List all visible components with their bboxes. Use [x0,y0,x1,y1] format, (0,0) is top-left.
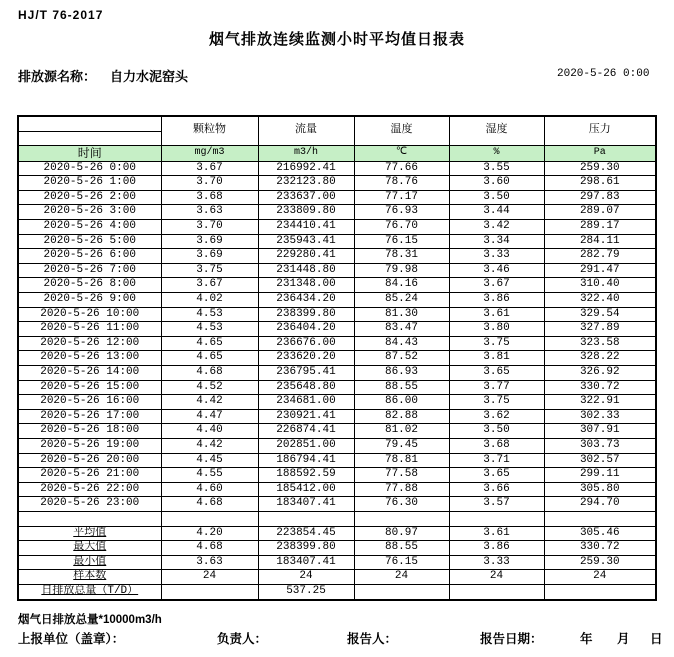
value-cell: 233620.20 [258,351,354,366]
value-cell: 87.52 [354,351,449,366]
value-cell: 4.65 [161,351,258,366]
time-cell: 2020-5-26 12:00 [18,336,161,351]
value-cell: 235943.41 [258,234,354,249]
value-cell: 24 [258,570,354,585]
time-cell: 2020-5-26 2:00 [18,190,161,205]
value-cell: 4.20 [161,526,258,541]
value-cell: 76.15 [354,555,449,570]
month-label: 月 [617,632,630,646]
time-cell: 2020-5-26 18:00 [18,424,161,439]
value-cell: 329.54 [544,307,656,322]
table-row [18,482,656,497]
value-cell [354,511,449,526]
value-cell: 323.58 [544,336,656,351]
value-cell: 81.02 [354,424,449,439]
value-cell: 3.50 [449,190,544,205]
summary-label-cell: 样本数 [18,570,161,585]
value-cell: 86.93 [354,366,449,381]
value-cell: 78.76 [354,176,449,191]
table-row [18,263,656,278]
value-cell: 4.40 [161,424,258,439]
value-cell: 216992.41 [258,161,354,176]
table-row [18,278,656,293]
value-cell [544,584,656,599]
time-column-header: 时间 [18,146,161,162]
table-row [18,541,656,556]
value-cell: 3.69 [161,249,258,264]
value-cell: 76.30 [354,497,449,512]
table-row [18,161,656,176]
value-cell: 85.24 [354,293,449,308]
value-cell: 3.71 [449,453,544,468]
table-row [18,351,656,366]
standard-number: HJ/T 76-2017 [18,8,104,22]
value-cell: 3.75 [449,395,544,410]
time-cell: 2020-5-26 21:00 [18,468,161,483]
time-cell: 2020-5-26 16:00 [18,395,161,410]
value-cell: 326.92 [544,366,656,381]
time-cell: 2020-5-26 1:00 [18,176,161,191]
time-cell: 2020-5-26 5:00 [18,234,161,249]
value-cell: 84.16 [354,278,449,293]
table-row [18,322,656,337]
value-cell: 305.80 [544,482,656,497]
reporting-unit-label: 上报单位（盖章）： [18,632,125,646]
value-cell: 3.62 [449,409,544,424]
table-row [18,424,656,439]
value-cell: 76.15 [354,234,449,249]
value-cell: 77.66 [354,161,449,176]
value-cell: 3.65 [449,468,544,483]
time-cell: 2020-5-26 14:00 [18,366,161,381]
param-header-row [18,116,656,131]
time-cell: 2020-5-26 11:00 [18,322,161,337]
table-row [18,584,656,599]
report-datetime: 2020-5-26 0:00 [557,68,650,80]
value-cell: 298.61 [544,176,656,191]
table-row [18,497,656,512]
value-cell: 238399.80 [258,307,354,322]
time-cell: 2020-5-26 3:00 [18,205,161,220]
value-cell: 226874.41 [258,424,354,439]
value-cell [161,511,258,526]
value-cell: 223854.45 [258,526,354,541]
value-cell: 79.45 [354,438,449,453]
table-row [18,409,656,424]
table-row [18,526,656,541]
value-cell: 4.53 [161,322,258,337]
day-label: 日 [650,632,663,646]
time-cell: 2020-5-26 23:00 [18,497,161,512]
value-cell: 305.46 [544,526,656,541]
table-row [18,176,656,191]
value-cell: 4.52 [161,380,258,395]
emission-source-line [18,66,188,85]
value-cell: 3.80 [449,322,544,337]
value-cell: 3.86 [449,541,544,556]
value-cell: 302.57 [544,453,656,468]
value-cell: 3.33 [449,555,544,570]
unit-humidity: % [449,146,544,162]
value-cell: 3.68 [449,438,544,453]
table-row [18,453,656,468]
value-cell: 3.81 [449,351,544,366]
time-cell: 2020-5-26 20:00 [18,453,161,468]
value-cell: 78.31 [354,249,449,264]
value-cell: 4.68 [161,497,258,512]
value-cell: 231348.00 [258,278,354,293]
table-row [18,511,656,526]
value-cell: 297.83 [544,190,656,205]
value-cell: 330.72 [544,541,656,556]
value-cell: 3.77 [449,380,544,395]
value-cell: 4.68 [161,541,258,556]
value-cell: 86.00 [354,395,449,410]
value-cell: 76.70 [354,220,449,235]
table-row [18,438,656,453]
value-cell: 236676.00 [258,336,354,351]
table-row [18,366,656,381]
page-title: 烟气排放连续监测小时平均值日报表 [208,31,465,48]
unit-pressure: Pa [544,146,656,162]
value-cell: 4.45 [161,453,258,468]
year-label: 年 [580,632,593,646]
value-cell: 310.40 [544,278,656,293]
value-cell: 231448.80 [258,263,354,278]
summary-label-cell: 平均值 [18,526,161,541]
value-cell: 3.67 [161,278,258,293]
table-row [18,468,656,483]
value-cell [449,584,544,599]
value-cell: 4.55 [161,468,258,483]
value-cell: 3.60 [449,176,544,191]
value-cell: 4.68 [161,366,258,381]
summary-label-cell: 最小值 [18,555,161,570]
value-cell: 24 [449,570,544,585]
summary-rows [18,511,656,599]
value-cell: 284.11 [544,234,656,249]
value-cell: 3.66 [449,482,544,497]
value-cell: 3.75 [161,263,258,278]
value-cell: 3.69 [161,234,258,249]
value-cell: 229280.41 [258,249,354,264]
hourly-report-table [17,115,657,601]
reporter-label: 报告人： [347,632,398,646]
value-cell: 3.63 [161,555,258,570]
table-row [18,336,656,351]
table-row [18,234,656,249]
value-cell: 79.98 [354,263,449,278]
table-row [18,307,656,322]
footer-note: 烟气日排放总量*10000m3/h [18,614,162,626]
table-row [18,293,656,308]
value-cell: 282.79 [544,249,656,264]
value-cell: 4.42 [161,395,258,410]
time-cell: 2020-5-26 19:00 [18,438,161,453]
time-cell: 2020-5-26 22:00 [18,482,161,497]
value-cell: 3.34 [449,234,544,249]
unit-flow: m3/h [258,146,354,162]
value-cell: 330.72 [544,380,656,395]
value-cell: 3.42 [449,220,544,235]
value-cell: 3.70 [161,176,258,191]
value-cell: 3.33 [449,249,544,264]
blank-header-cell [18,116,161,131]
value-cell: 236795.41 [258,366,354,381]
time-cell: 2020-5-26 0:00 [18,161,161,176]
time-cell: 2020-5-26 7:00 [18,263,161,278]
value-cell: 4.53 [161,307,258,322]
value-cell: 238399.80 [258,541,354,556]
time-cell: 2020-5-26 8:00 [18,278,161,293]
manager-label: 负责人： [217,632,268,646]
column-header-flow: 流量 [258,116,354,146]
value-cell: 4.42 [161,438,258,453]
value-cell: 77.58 [354,468,449,483]
blank-header-cell [18,131,161,146]
value-cell: 185412.00 [258,482,354,497]
time-cell: 2020-5-26 17:00 [18,409,161,424]
value-cell: 24 [161,570,258,585]
value-cell: 3.61 [449,307,544,322]
value-cell: 4.60 [161,482,258,497]
value-cell: 294.70 [544,497,656,512]
value-cell: 234410.41 [258,220,354,235]
value-cell: 84.43 [354,336,449,351]
emission-source-name: 自力水泥窑头 [110,69,189,84]
value-cell: 3.75 [449,336,544,351]
value-cell: 230921.41 [258,409,354,424]
table-row [18,380,656,395]
column-header-humidity: 湿度 [449,116,544,146]
value-cell: 236434.20 [258,293,354,308]
value-cell: 3.67 [449,278,544,293]
time-cell: 2020-5-26 9:00 [18,293,161,308]
value-cell: 303.73 [544,438,656,453]
unit-temperature: ℃ [354,146,449,162]
value-cell: 4.47 [161,409,258,424]
table-row [18,205,656,220]
hourly-rows [18,161,656,511]
column-header-pressure: 压力 [544,116,656,146]
value-cell: 83.47 [354,322,449,337]
value-cell: 88.55 [354,380,449,395]
value-cell: 259.30 [544,555,656,570]
time-cell: 2020-5-26 13:00 [18,351,161,366]
value-cell [449,511,544,526]
value-cell: 88.55 [354,541,449,556]
value-cell [354,584,449,599]
value-cell: 183407.41 [258,555,354,570]
value-cell: 322.40 [544,293,656,308]
value-cell: 183407.41 [258,497,354,512]
value-cell: 236404.20 [258,322,354,337]
table-row [18,555,656,570]
table-row [18,190,656,205]
value-cell: 302.33 [544,409,656,424]
value-cell: 3.68 [161,190,258,205]
value-cell: 77.88 [354,482,449,497]
value-cell: 291.47 [544,263,656,278]
value-cell: 3.57 [449,497,544,512]
summary-label-cell [18,511,161,526]
value-cell: 3.46 [449,263,544,278]
table-row [18,249,656,264]
value-cell: 233809.80 [258,205,354,220]
emission-source-label: 排放源名称： [18,69,97,84]
table-row [18,570,656,585]
table-row [18,220,656,235]
time-cell: 2020-5-26 10:00 [18,307,161,322]
value-cell: 202851.00 [258,438,354,453]
value-cell: 3.65 [449,366,544,381]
value-cell: 4.02 [161,293,258,308]
value-cell: 188592.59 [258,468,354,483]
value-cell: 186794.41 [258,453,354,468]
value-cell: 3.44 [449,205,544,220]
value-cell: 80.97 [354,526,449,541]
value-cell: 235648.80 [258,380,354,395]
value-cell: 259.30 [544,161,656,176]
value-cell: 299.11 [544,468,656,483]
value-cell [258,511,354,526]
table-row [18,395,656,410]
value-cell: 289.07 [544,205,656,220]
report-date-label: 报告日期： [480,632,543,646]
value-cell [161,584,258,599]
value-cell: 76.93 [354,205,449,220]
value-cell: 328.22 [544,351,656,366]
value-cell: 307.91 [544,424,656,439]
unit-pm: mg/m3 [161,146,258,162]
value-cell: 3.86 [449,293,544,308]
value-cell: 77.17 [354,190,449,205]
value-cell: 4.65 [161,336,258,351]
value-cell: 232123.80 [258,176,354,191]
value-cell: 24 [354,570,449,585]
column-header-pm: 颗粒物 [161,116,258,146]
value-cell: 3.61 [449,526,544,541]
value-cell: 3.63 [161,205,258,220]
value-cell: 233637.00 [258,190,354,205]
unit-row [18,146,656,162]
value-cell [544,511,656,526]
value-cell: 3.50 [449,424,544,439]
time-cell: 2020-5-26 4:00 [18,220,161,235]
column-header-temperature: 温度 [354,116,449,146]
summary-label-cell: 日排放总量（T/D） [18,584,161,599]
time-cell: 2020-5-26 15:00 [18,380,161,395]
value-cell: 3.70 [161,220,258,235]
value-cell: 78.81 [354,453,449,468]
value-cell: 3.55 [449,161,544,176]
value-cell: 81.30 [354,307,449,322]
value-cell: 3.67 [161,161,258,176]
value-cell: 24 [544,570,656,585]
summary-label-cell: 最大值 [18,541,161,556]
value-cell: 322.91 [544,395,656,410]
value-cell: 289.17 [544,220,656,235]
value-cell: 537.25 [258,584,354,599]
time-cell: 2020-5-26 6:00 [18,249,161,264]
value-cell: 234681.00 [258,395,354,410]
value-cell: 327.89 [544,322,656,337]
value-cell: 82.88 [354,409,449,424]
